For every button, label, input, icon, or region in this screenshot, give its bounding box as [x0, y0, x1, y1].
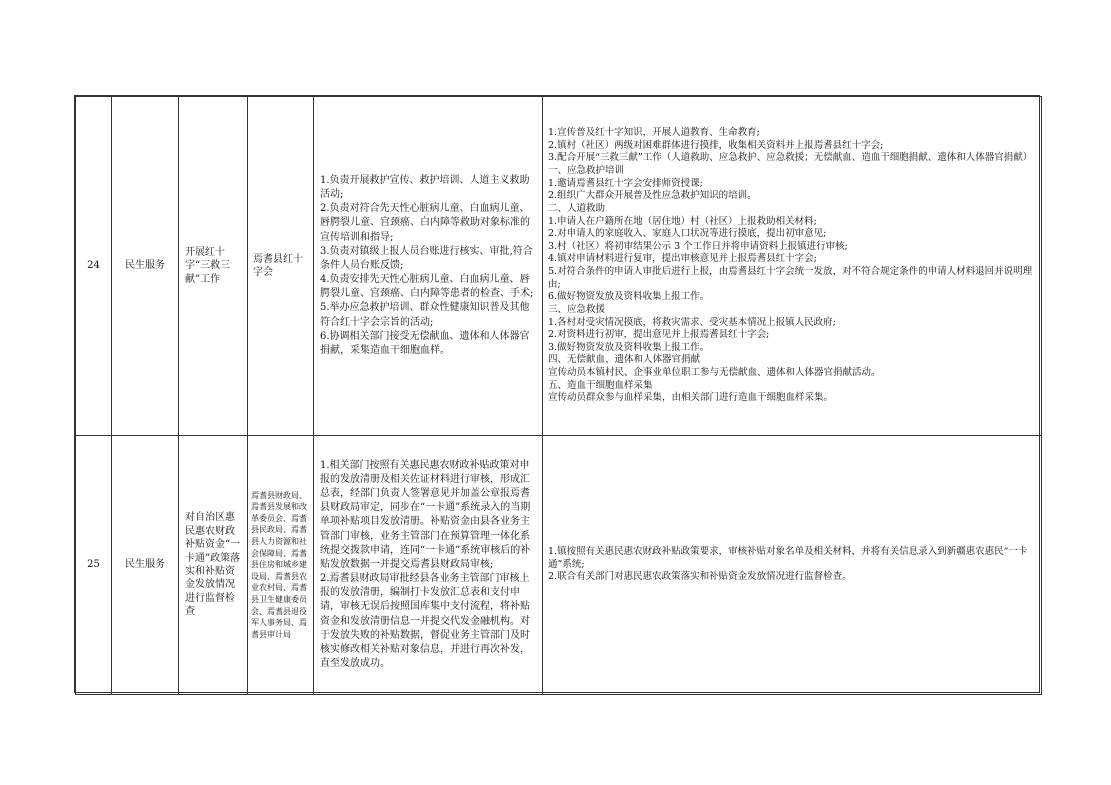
- category-cell: 民生服务: [112, 97, 179, 436]
- duty-line: 5.对符合条件的申请人审批后进行上报，由焉耆县红十字会统一发放，对不符合规定条件的申请人材料退回并说明理由;: [548, 266, 1033, 290]
- duty-line: 一、应急救护培训: [548, 165, 625, 176]
- duty-line: 3.配合开展“三救三献”工作（人道救助、应急救护、应急救援；无偿献血、造血干细胞捐献、遗体和人体器官捐献）: [548, 152, 1033, 164]
- duty-line: 1.相关部门按照有关惠民惠农财政补贴政策对申报的发放清册及相关佐证材料进行审核，形成汇总表，经部门负责人签署意见并加盖公章报焉耆县财政局审定，同步在“一卡通”系统录入的当期单项补贴项目发放清册。补贴资金由县各业务主管部门审核，业务主管部门在预算管理一体化系统提交拨款申请，连同“一卡通”系统审核后的补贴发放数据一并提交焉耆县财政局审核;: [320, 459, 531, 570]
- town-duties-cell: [543, 97, 1042, 436]
- duty-line: 1.各村对受灾情况摸底，将救灾需求、受灾基本情况上报镇人民政府;: [548, 316, 836, 328]
- duty-line: 5.举办应急救护培训、群众性健康知识普及其他符合红十字会宗旨的活动;: [320, 302, 530, 328]
- duty-line: 三、应急救援: [548, 303, 606, 315]
- table-row: [76, 436, 1042, 695]
- row-number: 24: [76, 97, 112, 436]
- duty-line: 1.宣传普及红十字知识，开展人道教育、生命教育;: [548, 127, 760, 139]
- department-cell: 焉耆县红十字会: [248, 97, 314, 436]
- duty-line: 五、造血干细胞血样采集: [548, 379, 653, 391]
- duty-table: [75, 96, 1042, 695]
- table-row: [76, 97, 1042, 436]
- duty-line: 4.镇对申请材料进行复审，提出审核意见并上报焉耆县红十字会;: [548, 253, 817, 265]
- duty-line: 1.申请人在户籍所在地（居住地）村（社区）上报救助相关材料;: [548, 215, 817, 227]
- duty-line: 2.镇村（社区）两级对困难群体进行摸排，收集相关资料并上报焉耆县红十字会;: [548, 139, 884, 151]
- duty-line: 1.负责开展救护宣传、救护培训、人道主义救助活动;: [320, 174, 530, 200]
- duty-line: 宣传动员群众参与血样采集，由相关部门进行造血干细胞血样采集。: [548, 392, 834, 404]
- duty-line: 1.邀请焉耆县红十字会安排师资授课;: [548, 177, 703, 189]
- department-duties-cell: [314, 436, 543, 695]
- duty-line: 6.做好物资发放及资料收集上报工作。: [548, 291, 710, 303]
- duty-line: 四、无偿献血、遗体和人体器官捐献: [548, 354, 701, 366]
- duty-line: 2.对申请人的家庭收入、家庭人口状况等进行摸底，提出初审意见;: [548, 228, 827, 240]
- duty-line: 3.做好物资发放及资料收集上报工作。: [548, 341, 710, 353]
- duty-line: 2.联合有关部门对惠民惠农政策落实和补贴资金发放情况进行监督检查。: [548, 571, 852, 583]
- duty-line: 2.焉耆县财政局审批经县各业务主管部门审核上报的发放清册，编制打卡发放汇总表和支付申请，审核无误后按照国库集中支付流程，将补贴资金和发放清册信息一并提交代发金融机构。对于发放失败的补贴数据，督促业务主管部门及时核实修改相关补贴对象信息，并进行再次补发，直至发放成功。: [320, 573, 530, 670]
- department-cell: 焉耆县财政局、焉耆县发展和改革委员会、焉耆县民政局、焉耆县人力资源和社会保障局、焉耆县住房和城乡建设局、焉耆县农业农村局、焉耆县卫生健康委员会、焉耆县退役军人事务局、焉耆县审计局: [248, 436, 314, 695]
- department-duties-cell: [314, 97, 543, 436]
- duty-line: 3.负责对镇级上报人员台账进行核实、审批,符合条件人员台账反馈;: [320, 245, 533, 271]
- duty-line: 3.村（社区）将初审结果公示 3 个工作日并将申请资料上报镇进行审核;: [548, 240, 848, 252]
- duty-line: 2.组织广大群众开展普及性应急救护知识的培训。: [548, 190, 757, 202]
- row-number: 25: [76, 436, 112, 695]
- duty-line: 4.负责安排先天性心脏病儿童、白血病儿童、唇腭裂儿童、宫颈癌、白内障等患者的检查、手术;: [320, 274, 534, 300]
- town-duties-cell: [543, 436, 1042, 695]
- task-cell: 对自治区惠民惠农财政补贴资金“一卡通”政策落实和补贴资金发放情况进行监督检查: [179, 436, 248, 695]
- duty-line: 宣传动员本镇村民、企事业单位职工参与无偿献血、遗体和人体器官捐献活动。: [548, 367, 881, 378]
- duty-line: 二、人道救助: [548, 202, 606, 214]
- duty-line: 2.负责对符合先天性心脏病儿童、白血病儿童、唇腭裂儿童、宫颈癌、白内障等救助对象标准的宣传培训和指导;: [320, 203, 530, 243]
- duty-line: 2.对资料进行初审，提出意见并上报焉耆县红十字会;: [548, 329, 770, 341]
- duty-line: 1.镇按照有关惠民惠农财政补贴政策要求，审核补贴对象名单及相关材料，并将有关信息录入到新疆惠农惠民“一卡通”系统;: [548, 546, 1028, 570]
- duty-line: 6.协调相关部门接受无偿献血、遗体和人体器官捐献，采集造血干细胞血样。: [320, 330, 530, 357]
- task-cell: 开展红十字“三救三献”工作: [179, 97, 248, 436]
- category-cell: 民生服务: [112, 436, 179, 695]
- duty-table-sheet: [74, 95, 1040, 693]
